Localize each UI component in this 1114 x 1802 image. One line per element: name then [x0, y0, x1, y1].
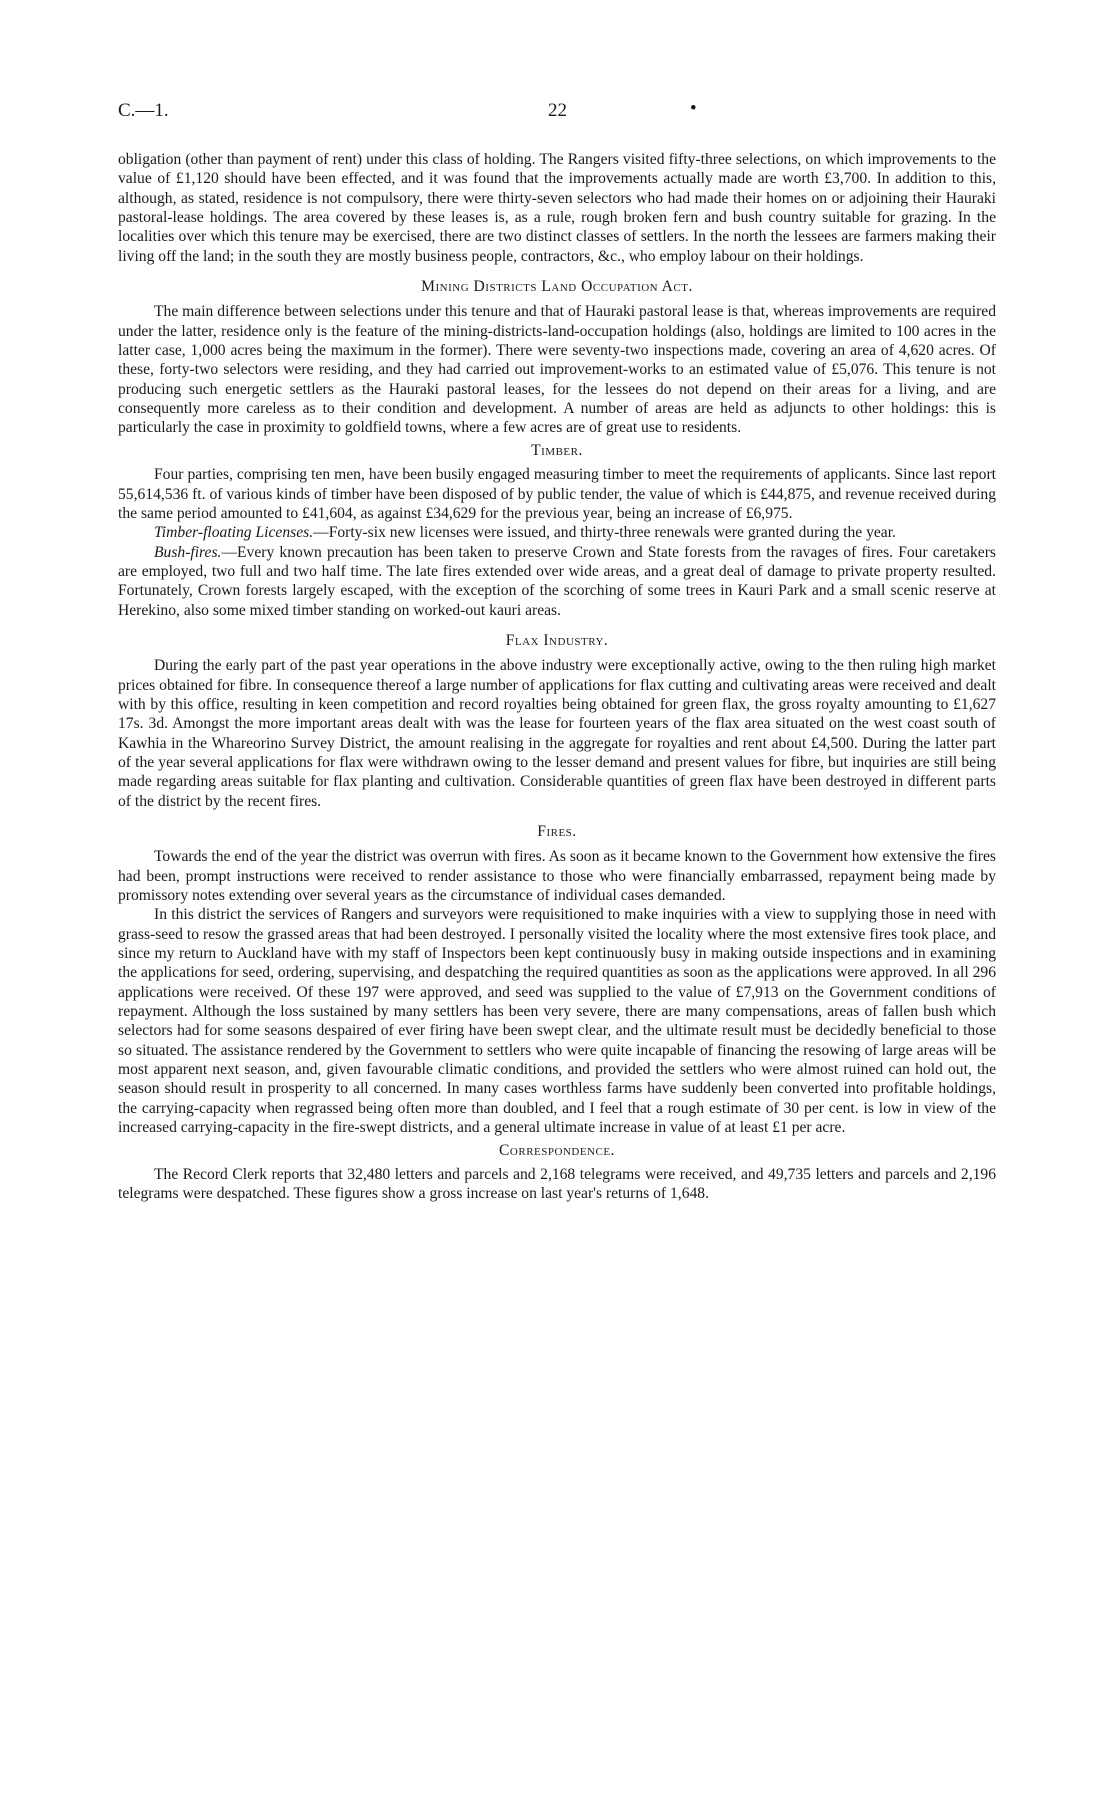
document-code: C.—1.: [118, 100, 169, 121]
timber-floating-subheading: Timber-floating Licenses.: [154, 524, 314, 542]
print-mark: •: [690, 98, 697, 119]
fires-section-heading: Fires.: [537, 823, 577, 840]
bush-fires-subheading: Bush-fires.: [154, 543, 222, 561]
timber-section-heading: Timber.: [531, 441, 583, 459]
hauraki-continued-paragraph: obligation (other than payment of rent) under this class of holding. The Rangers visited fifty-three selections, on which improvements to the value of £1,120 should have been effected, and it was found that the improvements actually made are worth £3,700. In addition to this, although, as stated, residence is not compulsory, there were thirty-seven selectors who had made their homes on or adjoining their Hauraki pastoral-lease holdings. The area covered by these leases is, as a rule, rough broken fern and bush country suitable for grazing. In the localities over which this tenure may be exercised, there are two distinct classes of settlers. In the north the lessees are farmers making their living off the land; in the south they are mostly business people, contractors, &c., who employ labour on their holdings.: [118, 151, 996, 265]
bush-fires-paragraph: [118, 543, 996, 620]
bush-fires-text: —Every known precaution has been taken to preserve Crown and State forests from the ravages of fires. Four caretakers are employed, two full and two half time. The late fires extended over wide areas, and a great deal of damage to private property resulted. Fortunately, Crown forests largely escaped, with the exception of the scorching of some trees in Kauri Park and a small scenic reserve at Herekino, also some mixed timber standing on worked-out kauri areas.: [118, 543, 996, 619]
timber-floating-paragraph: [118, 523, 996, 542]
page-body: [118, 150, 996, 1204]
page-header: [0, 100, 1114, 130]
timber-paragraph: Four parties, comprising ten men, have been busily engaged measuring timber to meet the requirements of applicants. Since last report 55,614,536 ft. of various kinds of timber have been disposed of by public tender, the value of which is £44,875, and revenue received during the same period amounted to £41,604, as against £34,629 for the previous year, being an increase of £6,975.: [118, 466, 996, 522]
correspondence-paragraph: The Record Clerk reports that 32,480 letters and parcels and 2,168 telegrams were received, and 49,735 letters and parcels and 2,196 telegrams were despatched. These figures show a gross increase on last year's returns of 1,648.: [118, 1165, 996, 1203]
fires-paragraph-2: In this district the services of Rangers and surveyors were requisitioned to make inquiries with a view to supplying those in need with grass-seed to resow the grassed areas that had been destroyed. I personally visited the locality where the most extensive fires took place, and since my return to Auckland have with my staff of Inspectors been kept continuously busy in making outside inspections and in examining the applications for seed, ordering, supervising, and despatching the required quantities as soon as the applications were approved. In all 296 applications were received. Of these 197 were approved, and seed was supplied to the value of £7,913 on the Government conditions of repayment. Although the loss sustained by many settlers has been very severe, there are many compensations, areas of fallen bush which selectors had for some seasons despaired of ever firing have been swept clear, and the ultimate result must be decidedly beneficial to those so situated. The assistance rendered by the Government to settlers who were quite incapable of financing the resowing of large areas will be most apparent next season, and, given favourable climatic conditions, and provided the settlers who were almost ruined can hold out, the season should result in prosperity to all concerned. In many cases worthless farms have suddenly been converted into profitable holdings, the carrying-capacity when regrassed being often more than doubled, and I feel that a rough estimate of 30 per cent. is low in view of the increased carrying-capacity in the fire-swept districts, and a general ultimate increase in value of at least £1 per acre.: [118, 906, 996, 1137]
correspondence-section-heading: Correspondence.: [499, 1141, 615, 1159]
page-number: 22: [548, 100, 567, 121]
flax-paragraph: During the early part of the past year operations in the above industry were exceptionally active, owing to the then ruling high market prices obtained for fibre. In consequence thereof a large number of applications for flax cutting and cultivating areas were received and dealt with by this office, resulting in keen competition and record royalties being obtained for green flax, the gross royalty amounting to £1,627 17s. 3d. Amongst the more important areas dealt with was the lease for fourteen years of the flax area situated on the west coast south of Kawhia in the Whareorino Survey District, the amount realising in the aggregate for royalties and rent about £4,500. During the latter part of the year several applications for flax were withdrawn owing to the lesser demand and present values for fibre, but inquiries are still being made regarding areas suitable for flax planting and cultivation. Considerable quantities of green flax have been destroyed in different parts of the district by the recent fires.: [118, 657, 996, 810]
mining-section-heading: Mining Districts Land Occupation Act.: [421, 278, 693, 296]
timber-floating-text: —Forty-six new licenses were issued, and thirty-three renewals were granted during the year.: [313, 524, 896, 542]
mining-paragraph: The main difference between selections under this tenure and that of Hauraki pastoral lease is that, whereas improvements are required under the latter, residence only is the feature of the mining-districts-land-occupation holdings (also, holdings are limited to 100 acres in the latter case, 1,000 acres being the maximum in the former). There were seventy-two inspections made, covering an area of 4,620 acres. Of these, forty-two selectors were residing, and they had carried out improvement-works to an estimated value of £5,076. This tenure is not producing such energetic settlers as the Hauraki pastoral leases, for the lessees do not depend on their areas for a living, and are consequently more careless as to their condition and development. A number of areas are held as adjuncts to other holdings: this is particularly the case in proximity to goldfield towns, where a few acres are of great use to residents.: [118, 303, 996, 437]
flax-section-heading: Flax Industry.: [505, 631, 609, 649]
fires-paragraph-1: Towards the end of the year the district was overrun with fires. As soon as it became known to the Government how extensive the fires had been, prompt instructions were received to render assistance to those who were financially embarrassed, repayment being made by promissory notes extending over several years as the circumstance of individual cases demanded.: [118, 848, 996, 905]
